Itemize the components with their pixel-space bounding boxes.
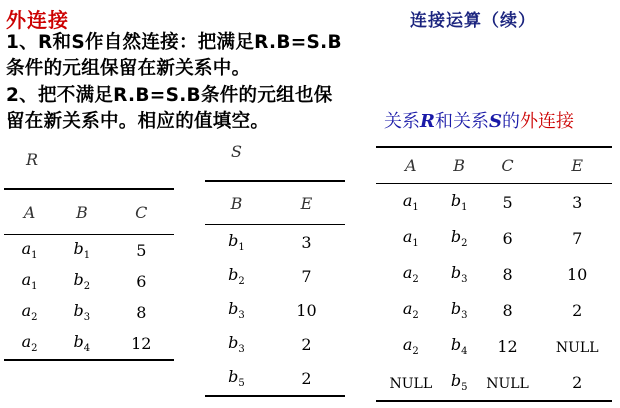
outer-join-column-header: E (542, 147, 612, 184)
outer-join-cell-value: 12 (497, 336, 518, 356)
outer-join-cell (376, 256, 446, 292)
relation-r-cell-value: a (21, 270, 32, 290)
relation-s-cell (205, 361, 268, 396)
relation-s-cell (268, 327, 345, 361)
caption-part: 关系 (384, 111, 420, 132)
outer-join-cell (376, 220, 446, 256)
relation-s-header (205, 181, 345, 225)
relation-s-cell (205, 259, 268, 293)
relation-s-row (205, 259, 345, 293)
relation-s-cell-value: 2 (301, 368, 312, 388)
outer-join-row (376, 220, 612, 256)
outer-join-cell-value: b (450, 262, 462, 282)
outer-join-cell-value: b (450, 298, 462, 318)
relation-r-cell (55, 297, 108, 328)
relation-s-cell-subscript: 3 (238, 344, 245, 356)
outer-join-cell-value: 6 (502, 228, 513, 248)
relation-r-cell-value: 12 (131, 334, 152, 353)
relation-r-row (4, 328, 174, 360)
relation-s-row (205, 327, 345, 361)
section-title: 外连接 (6, 8, 69, 32)
outer-join-cell-value: a (402, 262, 413, 282)
description-line-2: 条件的元组保留在新关系中。 (6, 58, 251, 79)
outer-join-table (376, 146, 612, 402)
outer-join-cell-subscript: 3 (461, 310, 468, 322)
relation-r-cell (109, 235, 174, 267)
outer-join-cell (446, 220, 473, 256)
outer-join-row (376, 364, 612, 401)
relation-s-cell-subscript: 5 (238, 378, 245, 390)
relation-r-header-row (4, 189, 174, 235)
outer-join-column-header: C (473, 147, 543, 184)
relation-s-row (205, 225, 345, 260)
relation-s-cell-value: b (228, 366, 239, 386)
relation-r-cell-subscript: 2 (83, 281, 91, 293)
slide-title: 连接运算（续） (410, 11, 536, 31)
outer-join-cell-subscript: 4 (461, 346, 468, 358)
relation-s-cell (205, 293, 268, 327)
relation-r-cell (55, 266, 108, 297)
outer-join-cell-value: b (450, 190, 462, 210)
outer-join-cell (446, 184, 473, 221)
outer-join-cell (446, 256, 473, 292)
relation-r-cell-value: 5 (136, 241, 147, 260)
outer-join-cell-subscript: 2 (412, 310, 419, 322)
outer-join-cell (473, 220, 543, 256)
outer-join-cell (473, 292, 543, 328)
outer-join-cell-subscript: 3 (461, 274, 468, 286)
relation-r-row (4, 266, 174, 297)
outer-join-cell-value: 2 (572, 300, 583, 320)
outer-join-cell-value: a (402, 334, 413, 354)
relation-r-cell-value: 6 (136, 272, 147, 291)
relation-r-cell-value: a (21, 239, 32, 259)
caption-part: 的 (501, 111, 520, 132)
relation-s-body (205, 225, 345, 397)
relation-s-cell-subscript: 2 (238, 276, 245, 288)
description-line-1: 1、R和S作自然连接：把满足R.B=S.B (6, 32, 342, 53)
relation-r-cell (4, 266, 55, 297)
relation-s-cell-value: b (228, 230, 239, 250)
outer-join-cell-value: 5 (502, 192, 513, 212)
outer-join-cell (473, 184, 543, 221)
relation-s-table (205, 180, 345, 397)
outer-join-cell-subscript: 2 (461, 238, 468, 250)
relation-s-cell (268, 361, 345, 396)
relation-r-cell (109, 266, 174, 297)
outer-join-cell-subscript: 2 (412, 346, 419, 358)
relation-r-cell (4, 297, 55, 328)
outer-join-cell (473, 328, 543, 364)
relation-r-cell-subscript: 1 (31, 281, 38, 293)
relation-r-cell (109, 328, 174, 360)
relation-r-cell-subscript: 2 (31, 343, 38, 355)
relation-r-cell (109, 297, 174, 328)
outer-join-cell-subscript: 1 (461, 202, 468, 214)
outer-join-cell-subscript: 1 (412, 238, 419, 250)
relation-r-cell-value: b (73, 270, 84, 290)
relation-s-cell-value: 3 (301, 232, 312, 252)
relation-s-cell-subscript: 1 (238, 242, 245, 254)
outer-join-cell (473, 364, 543, 401)
relation-s-cell-value: 7 (301, 266, 312, 286)
outer-join-cell (376, 364, 446, 401)
relation-r-column-header: A (4, 189, 55, 235)
outer-join-cell (542, 220, 612, 256)
relation-r-cell-subscript: 2 (31, 312, 38, 324)
relation-s-cell-value: 10 (296, 300, 317, 320)
relation-s-row (205, 293, 345, 327)
outer-join-cell (446, 328, 473, 364)
relation-r-cell (4, 235, 55, 267)
relation-s-cell (268, 293, 345, 327)
description-line-3: 2、把不满足R.B=S.B条件的元组也保 (6, 85, 333, 106)
relation-r-cell (55, 328, 108, 360)
relation-s-cell-subscript: 3 (238, 310, 245, 322)
relation-r-cell-value: b (73, 301, 84, 321)
caption-relation-s: S (488, 111, 502, 132)
relation-r-cell-subscript: 1 (83, 250, 91, 262)
outer-join-cell-value: 7 (572, 228, 583, 248)
relation-r-column-header: C (109, 189, 174, 235)
outer-join-cell-value: b (450, 226, 462, 246)
outer-join-cell-value: a (402, 190, 413, 210)
outer-join-header-row (376, 147, 612, 184)
outer-join-cell-value: 2 (572, 372, 583, 392)
outer-join-cell-subscript: 5 (461, 382, 468, 394)
relation-s-cell (205, 327, 268, 361)
outer-join-cell-value: NULL (389, 375, 433, 392)
outer-join-cell-value: a (402, 226, 413, 246)
relation-r-row (4, 235, 174, 267)
relation-r-cell-value: b (73, 332, 84, 352)
outer-join-row (376, 292, 612, 328)
outer-join-cell (542, 256, 612, 292)
outer-join-cell-value: b (450, 370, 462, 390)
outer-join-cell-subscript: 2 (412, 274, 419, 286)
relation-r-cell-subscript: 4 (83, 343, 91, 355)
outer-join-cell (376, 184, 446, 221)
outer-join-cell (473, 256, 543, 292)
outer-join-caption (384, 107, 574, 133)
outer-join-cell-value: b (450, 334, 462, 354)
outer-join-cell-value: NULL (555, 339, 599, 356)
relation-r-header (4, 189, 174, 235)
relation-r-cell-subscript: 3 (83, 312, 91, 324)
outer-join-cell (542, 328, 612, 364)
outer-join-cell-value: 10 (566, 264, 588, 284)
relation-s-cell-value: 2 (301, 334, 312, 354)
relation-r-row (4, 297, 174, 328)
relation-r-column-header: B (55, 189, 108, 235)
relation-s-cell-value: b (228, 332, 239, 352)
relation-s-column-header: E (268, 181, 345, 225)
outer-join-cell-value: 8 (502, 264, 513, 284)
outer-join-cell (376, 292, 446, 328)
outer-join-cell (446, 364, 473, 401)
relation-r-cell-value: a (21, 301, 32, 321)
caption-relation-r: R (420, 111, 435, 132)
relation-s-name: S (231, 142, 242, 161)
relation-r-cell (55, 235, 108, 267)
outer-join-cell (542, 184, 612, 221)
relation-r-cell-value: b (73, 239, 84, 259)
outer-join-row (376, 184, 612, 221)
outer-join-column-header: A (376, 147, 446, 184)
relation-r-cell-subscript: 1 (31, 250, 38, 262)
outer-join-header (376, 147, 612, 184)
outer-join-cell (542, 292, 612, 328)
relation-s-cell (268, 225, 345, 260)
relation-r-name: R (26, 150, 39, 169)
caption-outer-join: 外连接 (519, 111, 574, 132)
outer-join-cell-subscript: 1 (412, 202, 419, 214)
outer-join-cell (446, 292, 473, 328)
relation-s-cell-value: b (228, 298, 239, 318)
outer-join-cell (376, 328, 446, 364)
outer-join-row (376, 256, 612, 292)
relation-s-cell (268, 259, 345, 293)
caption-part: 和关系 (434, 111, 489, 132)
relation-r-body (4, 235, 174, 361)
relation-r-table (4, 188, 174, 361)
relation-s-column-header: B (205, 181, 268, 225)
outer-join-cell-value: 8 (502, 300, 513, 320)
relation-r-cell (4, 328, 55, 360)
relation-s-cell-value: b (228, 264, 239, 284)
relation-s-cell (205, 225, 268, 260)
relation-r-cell-value: 8 (136, 303, 147, 322)
description-line-4: 留在新关系中。相应的值填空。 (6, 111, 270, 132)
outer-join-cell-value: 3 (572, 192, 583, 212)
outer-join-cell (542, 364, 612, 401)
relation-r-cell-value: a (21, 332, 32, 352)
outer-join-cell-value: NULL (486, 375, 529, 392)
outer-join-row (376, 328, 612, 364)
outer-join-cell-value: a (402, 298, 413, 318)
outer-join-column-header: B (446, 147, 473, 184)
outer-join-body (376, 184, 612, 402)
relation-s-header-row (205, 181, 345, 225)
relation-s-row (205, 361, 345, 396)
